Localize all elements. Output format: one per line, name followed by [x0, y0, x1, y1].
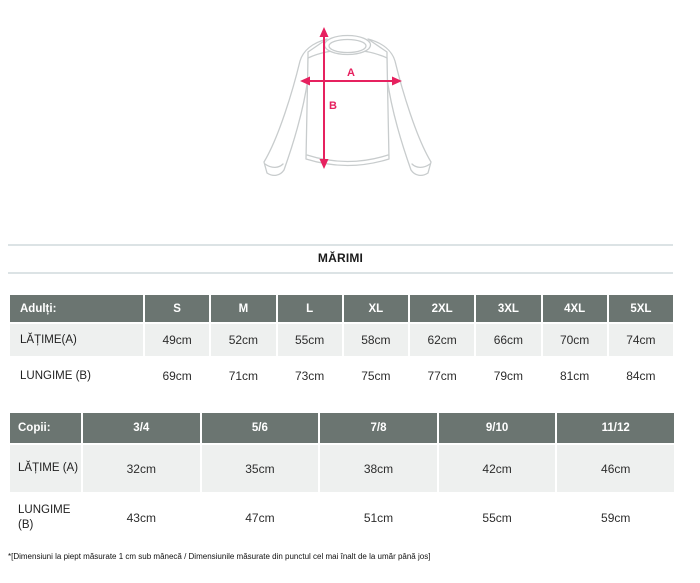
measure-value-cell: 32cm: [83, 445, 200, 492]
measure-value-cell: 81cm: [559, 369, 590, 383]
measure-label-cell: LĂȚIME(A): [10, 324, 143, 356]
size-header-cell: 5XL: [609, 295, 673, 322]
shirt-measurement-diagram: [250, 12, 450, 187]
measure-value-cell: 43cm: [126, 510, 156, 525]
size-header-cell: 9/10: [439, 413, 556, 443]
divider-line-top: [8, 244, 673, 246]
size-header-cell: 4XL: [543, 295, 607, 322]
size-header-cell: 3/4: [83, 413, 200, 443]
measure-value-cell: 66cm: [476, 324, 540, 356]
measurement-footnote: *[Dimensiuni la piept măsurate 1 cm sub mânecă / Dimensiunile măsurate din punctul cel mai înalt de la umăr până jos]: [8, 552, 431, 561]
children-size-table: [8, 411, 676, 543]
measure-row: [10, 445, 674, 492]
size-header-row: [10, 413, 674, 443]
size-header-cell: 3XL: [476, 295, 540, 322]
measure-label-cell: LUNGIME (B): [18, 504, 71, 531]
size-header-cell: 2XL: [410, 295, 474, 322]
size-header-cell: 7/8: [320, 413, 437, 443]
size-header-cell: 11/12: [557, 413, 674, 443]
size-header-cell: S: [145, 295, 209, 322]
measure-value-cell: 38cm: [320, 445, 437, 492]
measure-label-cell: LUNGIME (B): [20, 369, 91, 382]
measure-value-cell: 52cm: [211, 324, 275, 356]
table-group-label-cell: Adulți:: [10, 295, 143, 322]
size-header-cell: M: [211, 295, 275, 322]
measure-value-cell: 59cm: [601, 510, 631, 525]
measure-row: [10, 324, 673, 356]
measure-value-cell: 73cm: [294, 369, 325, 383]
measure-value-cell: 70cm: [543, 324, 607, 356]
measure-value-cell: 71cm: [228, 369, 259, 383]
measure-value-cell: 46cm: [557, 445, 674, 492]
measure-value-cell: 69cm: [162, 369, 192, 383]
size-header-cell: L: [278, 295, 342, 322]
size-header-row: [10, 295, 673, 322]
length-measure-label: B: [329, 100, 337, 112]
measure-value-cell: 75cm: [361, 369, 391, 383]
size-header-cell: 5/6: [202, 413, 319, 443]
measure-value-cell: 58cm: [344, 324, 408, 356]
table-group-label-cell: Copii:: [10, 413, 81, 443]
section-title: MĂRIMI: [317, 251, 364, 265]
size-header-cell: XL: [344, 295, 408, 322]
measure-label-cell: LĂȚIME (A): [10, 445, 81, 492]
measure-value-cell: 51cm: [363, 510, 394, 525]
length-arrowhead-top: [320, 27, 329, 37]
measure-value-cell: 42cm: [439, 445, 556, 492]
measure-value-cell: 74cm: [609, 324, 673, 356]
measure-value-cell: 49cm: [145, 324, 209, 356]
measure-row: [10, 494, 674, 541]
shirt-diagram-svg: [250, 12, 450, 187]
divider-line-bottom: [8, 272, 673, 274]
width-measure-label: A: [347, 67, 355, 79]
measure-value-cell: 84cm: [626, 369, 656, 383]
measure-row: [10, 358, 673, 394]
measure-value-cell: 55cm: [278, 324, 342, 356]
measure-value-cell: 55cm: [482, 510, 512, 525]
measure-value-cell: 77cm: [427, 369, 457, 383]
adults-size-table: [8, 293, 675, 396]
measure-value-cell: 47cm: [245, 510, 275, 525]
shirt-collar-inner: [329, 40, 366, 53]
measure-value-cell: 35cm: [202, 445, 319, 492]
measure-value-cell: 79cm: [493, 369, 524, 383]
measure-value-cell: 62cm: [410, 324, 474, 356]
